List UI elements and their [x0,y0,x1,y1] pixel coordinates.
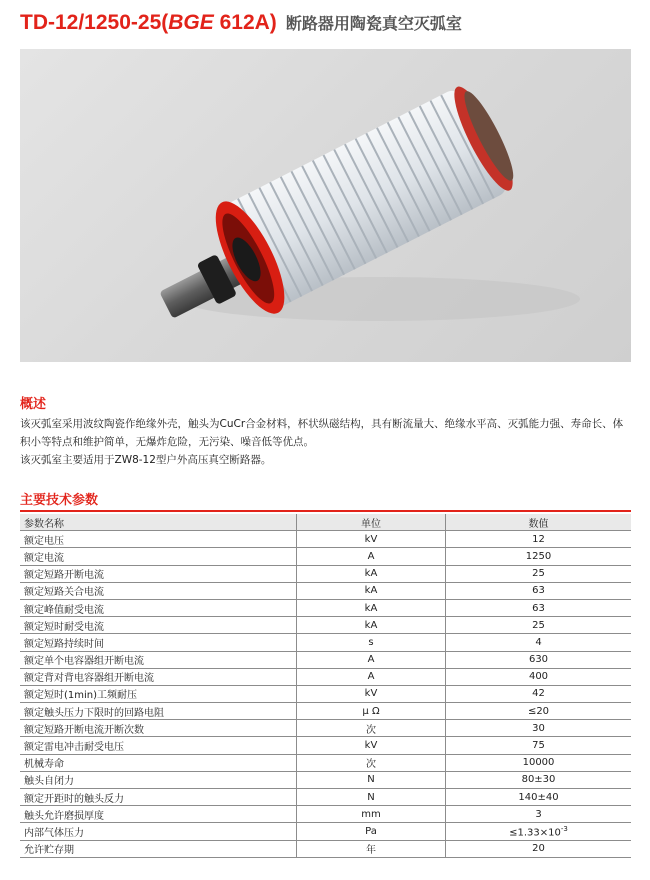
table-row [20,565,631,582]
table-row [20,823,631,840]
unit-cell: A [297,668,446,685]
value-cell: 63 [446,599,632,616]
value-cell: 25 [446,617,632,634]
divider-line [20,510,631,512]
value-cell: 75 [446,737,632,754]
param-name-cell: 额定短时(1min)工频耐压 [20,685,297,702]
value-cell: 20 [446,840,632,857]
table-row [20,789,631,806]
table-row [20,634,631,651]
param-name-cell: 额定电流 [20,548,297,565]
value-cell: $\le 1.33\times 10^{-3}$ [446,823,632,840]
unit-cell: kV [297,685,446,702]
param-name-cell: 额定电压 [20,531,297,548]
value-cell: 42 [446,685,632,702]
param-name-cell: 额定开距时的触头反力 [20,789,297,806]
param-name-cell: 允许贮存期 [20,840,297,857]
header-value: 数值 [446,514,632,531]
param-name-cell: 额定触头压力下限时的回路电阻 [20,703,297,720]
value-cell: 12 [446,531,632,548]
specs-heading: 主要技术参数 [20,493,99,508]
header-unit: 单位 [297,514,446,531]
param-name-cell: 机械寿命 [20,754,297,771]
overview-heading: 概述 [20,397,47,412]
param-name-cell: 额定峰值耐受电流 [20,599,297,616]
brand-logo-text: BGE [168,11,214,34]
table-row [20,737,631,754]
value-cell: 4 [446,634,632,651]
overview-paragraph-1: 该灭弧室采用波纹陶瓷作绝缘外壳，触头为CuCr合金材料，杯状纵磁结构，具有断流量大、绝缘水平高、灭弧能力强、寿命长、体积小等特点和维护简单，无爆炸危险，无污染、噪音低等优点。 [20,418,624,448]
param-name-cell: 额定短路开断电流 [20,565,297,582]
unit-cell: N [297,771,446,788]
param-name-cell: 额定单个电容器组开断电流 [20,651,297,668]
table-row [20,668,631,685]
value-cell: 1250 [446,548,632,565]
table-row [20,720,631,737]
param-name-cell: 额定短路开断电流开断次数 [20,720,297,737]
table-row [20,531,631,548]
unit-cell: A [297,651,446,668]
unit-cell: N [297,789,446,806]
unit-cell: kA [297,565,446,582]
param-name-cell: 内部气体压力 [20,823,297,840]
value-cell: 25 [446,565,632,582]
value-cell: 63 [446,582,632,599]
unit-cell: kV [297,737,446,754]
unit-cell: s [297,634,446,651]
unit-cell: mm [297,806,446,823]
unit-cell: A [297,548,446,565]
product-photo [20,49,631,362]
vacuum-interrupter-image [20,49,631,362]
table-row [20,685,631,702]
unit-cell: μ Ω [297,703,446,720]
value-cell: 140±40 [446,789,632,806]
param-name-cell: 额定短路持续时间 [20,634,297,651]
param-name-cell: 额定雷电冲击耐受电压 [20,737,297,754]
model-suffix: 612A) [213,11,277,34]
overview-paragraph-2: 该灭弧室主要适用于ZW8-12型户外高压真空断路器。 [20,454,272,466]
value-cell: ≤20 [446,703,632,720]
spec-table [20,514,631,858]
unit-cell: 次 [297,720,446,737]
unit-cell: 次 [297,754,446,771]
table-row [20,617,631,634]
unit-cell: kA [297,582,446,599]
param-name-cell: 额定背对背电容器组开断电流 [20,668,297,685]
param-name-cell: 触头自闭力 [20,771,297,788]
table-row [20,771,631,788]
unit-cell: kV [297,531,446,548]
table-row [20,703,631,720]
table-row [20,548,631,565]
value-cell: 30 [446,720,632,737]
table-row [20,599,631,616]
param-name-cell: 触头允许磨损厚度 [20,806,297,823]
param-name-cell: 额定短时耐受电流 [20,617,297,634]
product-name: 断路器用陶瓷真空灭弧室 [285,14,462,33]
value-cell: 630 [446,651,632,668]
unit-cell: Pa [297,823,446,840]
table-row [20,806,631,823]
table-row [20,840,631,857]
pressure-exponent: -3 [560,824,568,833]
model-prefix: TD-12/1250-25( [20,11,169,34]
value-cell: 400 [446,668,632,685]
table-row [20,651,631,668]
value-cell: 10000 [446,754,632,771]
table-header-row [20,514,631,531]
table-row [20,582,631,599]
value-cell: 80±30 [446,771,632,788]
unit-cell: kA [297,617,446,634]
unit-cell: 年 [297,840,446,857]
overview-text [20,415,632,469]
page-title [20,6,462,40]
header-param-name: 参数名称 [20,514,297,531]
param-name-cell: 额定短路关合电流 [20,582,297,599]
table-row [20,754,631,771]
unit-cell: kA [297,599,446,616]
value-cell: 3 [446,806,632,823]
